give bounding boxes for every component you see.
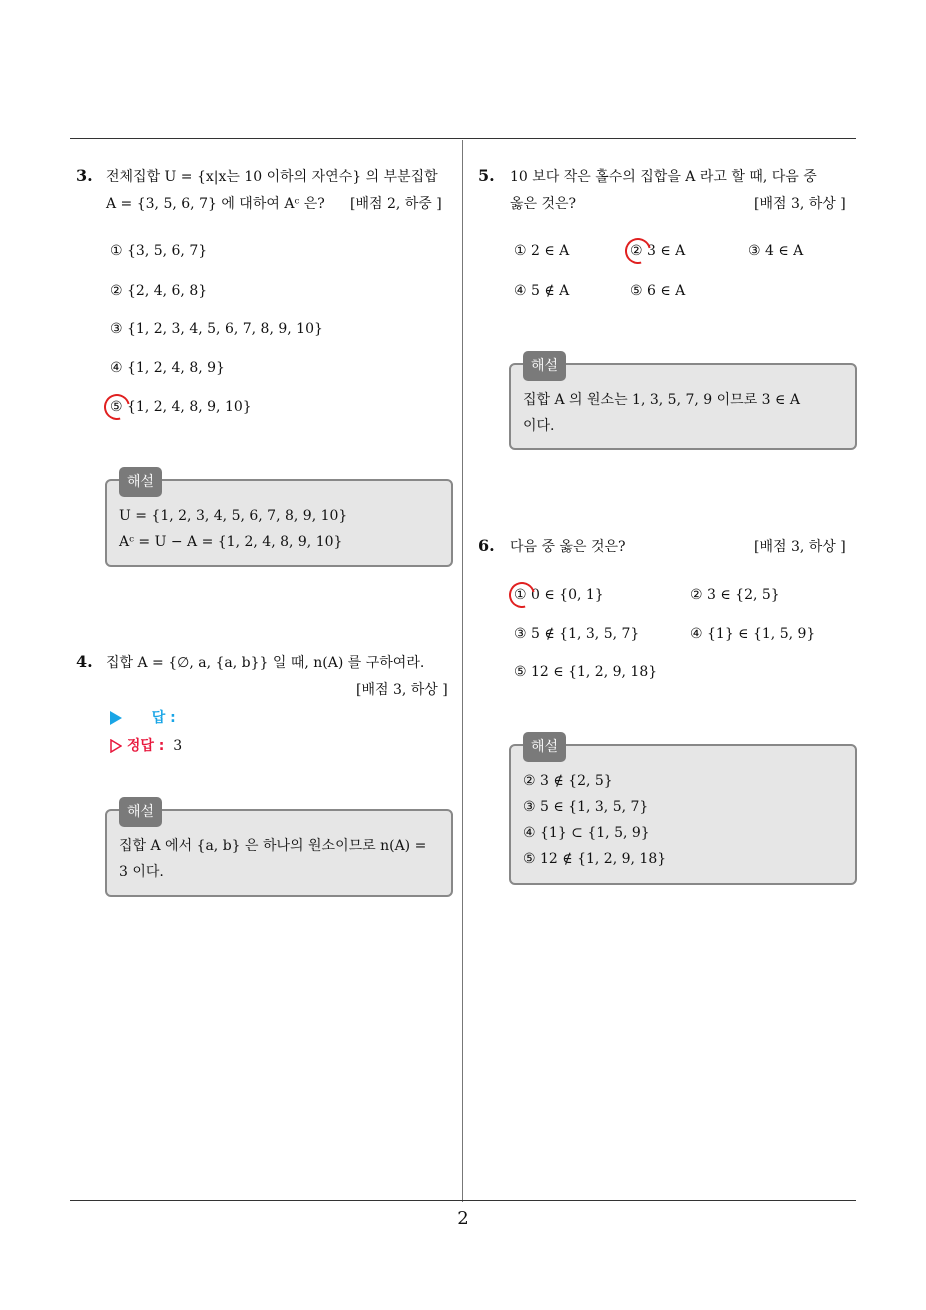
question-score: [배점 3, 하상 ] bbox=[754, 539, 846, 555]
choice-3[interactable]: ③ {1, 2, 3, 4, 5, 6, 7, 8, 9, 10} bbox=[110, 321, 323, 337]
outline-triangle-icon bbox=[110, 739, 122, 753]
choice-5[interactable]: ⑤ 6 ∈ A bbox=[630, 283, 686, 299]
play-triangle-icon bbox=[110, 711, 122, 725]
choice-4[interactable]: ④ {1, 2, 4, 8, 9} bbox=[110, 360, 225, 376]
choice-5[interactable]: ⑤ {1, 2, 4, 8, 9, 10} bbox=[110, 399, 252, 415]
choice-3[interactable]: ③ 4 ∈ A bbox=[748, 243, 804, 259]
solution-line: ④ {1} ⊂ {1, 5, 9} bbox=[523, 825, 650, 841]
solution-tag: 해설 bbox=[119, 797, 162, 827]
question-number: 6. bbox=[478, 536, 495, 555]
question-text-line-1: 10 보다 작은 홀수의 집합을 A 라고 할 때, 다음 중 bbox=[510, 169, 817, 185]
selected-answer-mark-icon bbox=[504, 577, 540, 613]
choice-4[interactable]: ④ 5 ∉ A bbox=[514, 283, 570, 299]
solution-line: ② 3 ∉ {2, 5} bbox=[523, 773, 613, 789]
solution-tag: 해설 bbox=[523, 351, 566, 381]
choice-4[interactable]: ④ {1} ∈ {1, 5, 9} bbox=[690, 626, 816, 642]
solution-line: ③ 5 ∈ {1, 3, 5, 7} bbox=[523, 799, 649, 815]
question-text-line-2: A = {3, 5, 6, 7} 에 대하여 Aᶜ 은? bbox=[106, 196, 325, 212]
correct-value: 3 bbox=[173, 738, 183, 754]
solution-line: Aᶜ = U − A = {1, 2, 4, 8, 9, 10} bbox=[119, 534, 343, 550]
solution-line: 이다. bbox=[523, 418, 555, 434]
choice-5[interactable]: ⑤ 12 ∈ {1, 2, 9, 18} bbox=[514, 664, 658, 680]
solution-line: 집합 A 의 원소는 1, 3, 5, 7, 9 이므로 3 ∈ A bbox=[523, 392, 800, 408]
question-number: 4. bbox=[76, 652, 93, 671]
choice-1[interactable]: ① {3, 5, 6, 7} bbox=[110, 243, 208, 259]
question-text-line-1: 다음 중 옳은 것은? bbox=[510, 539, 626, 555]
choice-2[interactable]: ② {2, 4, 6, 8} bbox=[110, 283, 208, 299]
selected-answer-mark-icon bbox=[99, 389, 135, 425]
choice-2[interactable]: ② 3 ∈ {2, 5} bbox=[690, 587, 780, 603]
answer-label: 답 : bbox=[151, 710, 176, 726]
question-score: [배점 3, 하상 ] bbox=[356, 682, 448, 698]
correct-answer-row bbox=[110, 735, 182, 755]
question-number: 3. bbox=[76, 166, 93, 185]
column-divider bbox=[462, 140, 463, 1202]
question-score: [배점 3, 하상 ] bbox=[754, 196, 846, 212]
choice-1[interactable]: ① 2 ∈ A bbox=[514, 243, 570, 259]
choice-1[interactable]: ① 0 ∈ {0, 1} bbox=[514, 587, 604, 603]
question-text-line-2: 옳은 것은? bbox=[510, 196, 577, 212]
choice-3[interactable]: ③ 5 ∉ {1, 3, 5, 7} bbox=[514, 626, 640, 642]
question-text-line-1: 집합 A = {∅, a, {a, b}} 일 때, n(A) 를 구하여라. bbox=[106, 655, 425, 671]
page-number: 2 bbox=[457, 1208, 469, 1229]
solution-box bbox=[105, 474, 453, 567]
answer-row bbox=[110, 707, 176, 727]
solution-line: 3 이다. bbox=[119, 864, 164, 880]
question-text-line-1: 전체집합 U = {x|x는 10 이하의 자연수} 의 부분집합 bbox=[106, 169, 438, 185]
solution-box bbox=[509, 739, 857, 885]
solution-box bbox=[509, 358, 857, 450]
solution-line: ⑤ 12 ∉ {1, 2, 9, 18} bbox=[523, 851, 667, 867]
solution-tag: 해설 bbox=[523, 732, 566, 762]
choice-2[interactable]: ② 3 ∈ A bbox=[630, 243, 686, 259]
bottom-rule bbox=[70, 1200, 856, 1201]
question-number: 5. bbox=[478, 166, 495, 185]
top-rule bbox=[70, 138, 856, 139]
solution-box bbox=[105, 804, 453, 897]
correct-label: 정답 : bbox=[126, 738, 165, 754]
selected-answer-mark-icon bbox=[620, 233, 656, 269]
solution-tag: 해설 bbox=[119, 467, 162, 497]
question-score: [배점 2, 하중 ] bbox=[350, 196, 442, 212]
solution-line: U = {1, 2, 3, 4, 5, 6, 7, 8, 9, 10} bbox=[119, 508, 348, 524]
solution-line: 집합 A 에서 {a, b} 은 하나의 원소이므로 n(A) = bbox=[119, 838, 427, 854]
